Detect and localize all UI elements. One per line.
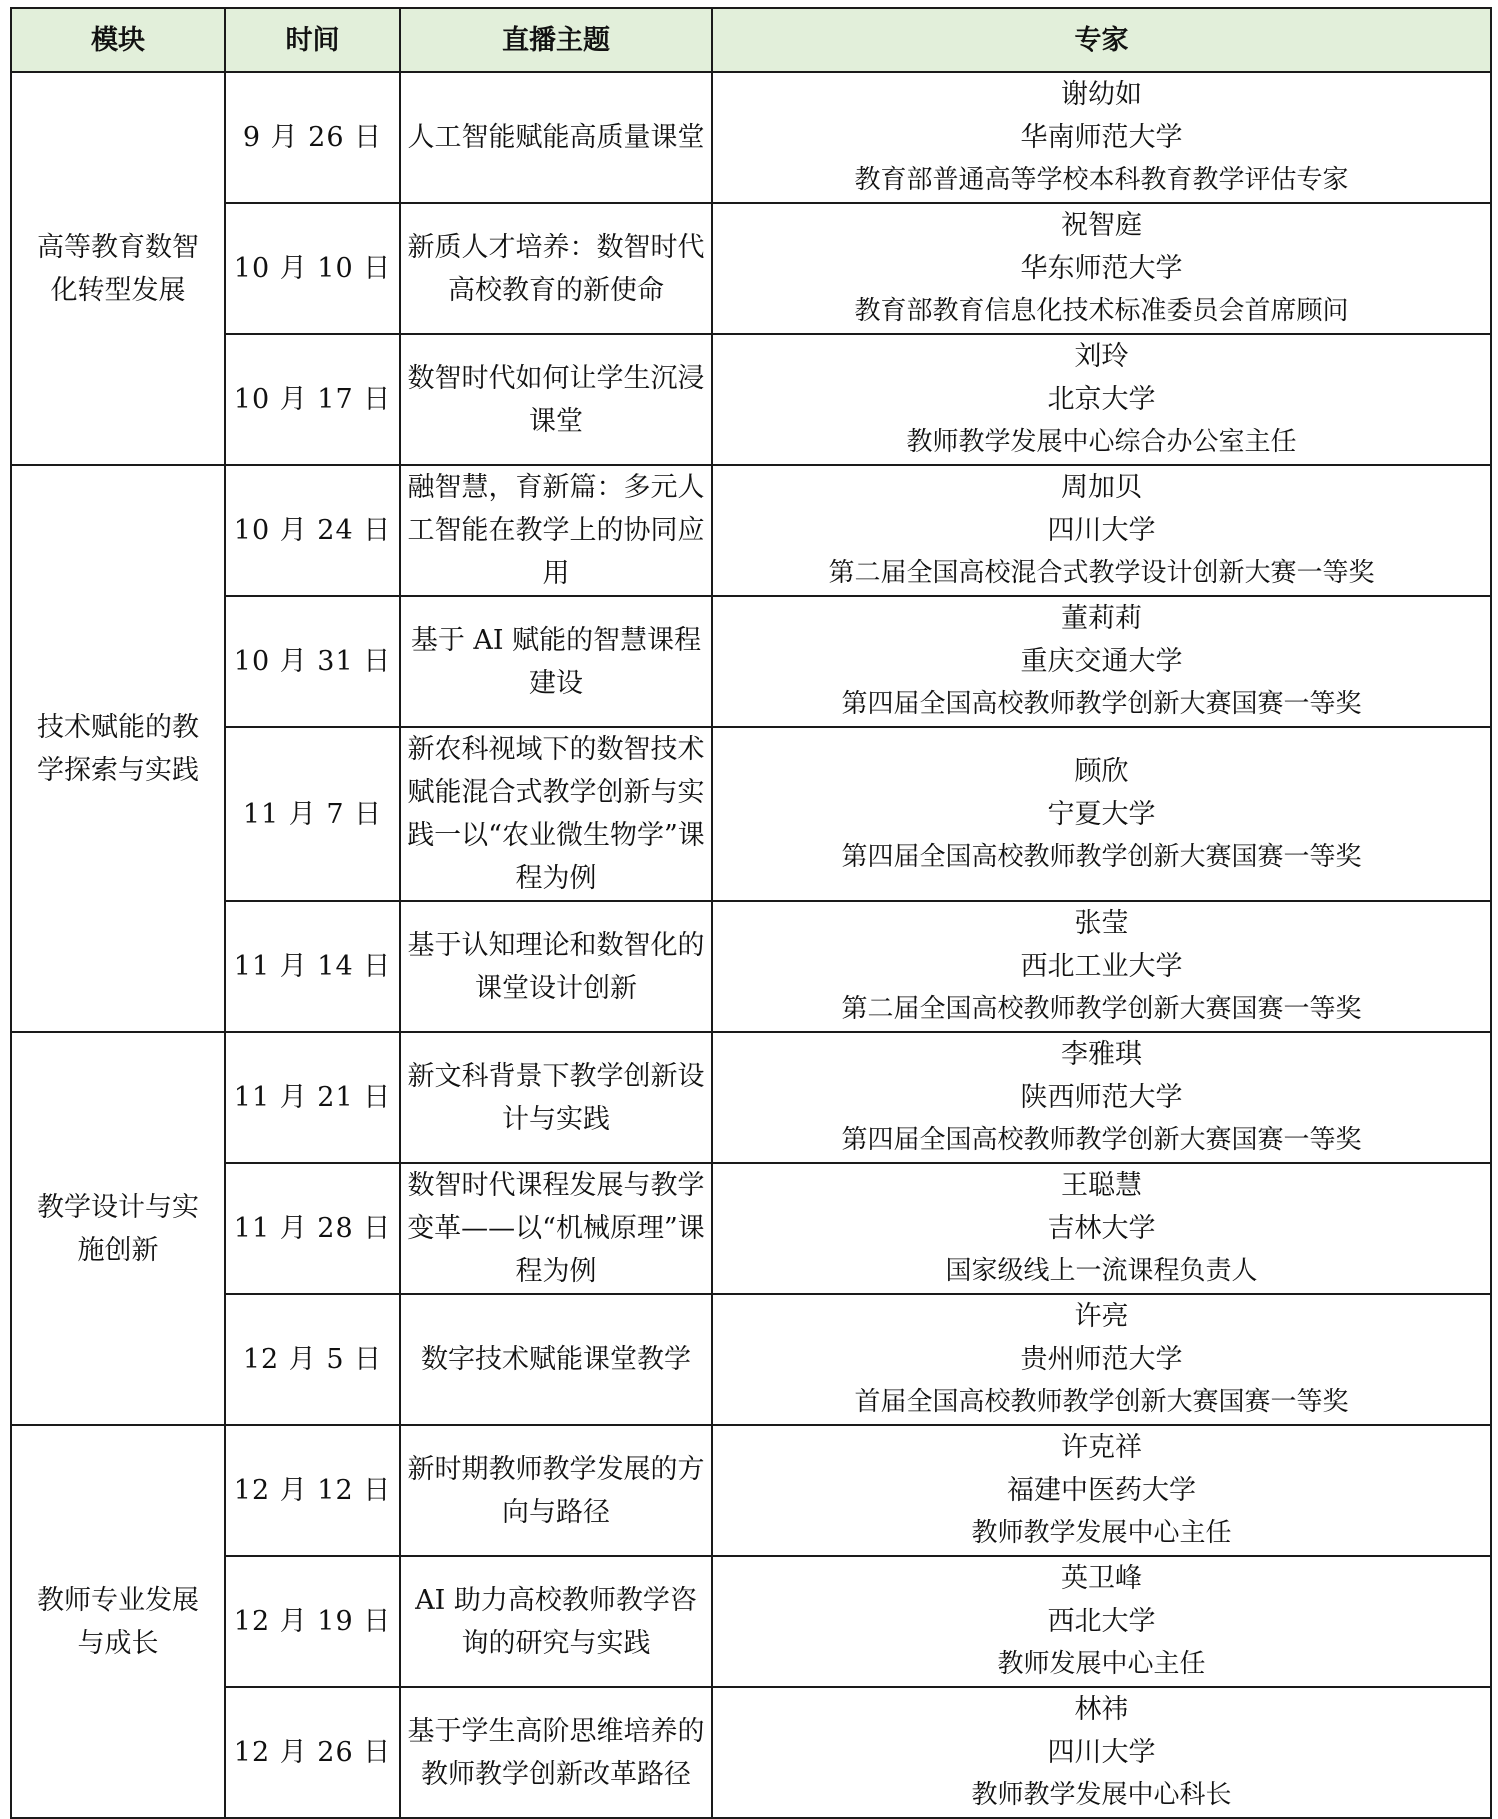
- expert-org: 重庆交通大学: [1020, 646, 1183, 677]
- expert-org: 华南师范大学: [1020, 122, 1183, 153]
- topic-cell: 数字技术赋能课堂教学: [400, 1294, 712, 1425]
- expert-title: 第四届全国高校教师教学创新大赛国赛一等奖: [841, 841, 1362, 872]
- date-cell: 10 月 24 日: [225, 465, 400, 596]
- table-header: [11, 8, 1491, 72]
- header-module: 模块: [11, 8, 225, 72]
- expert-title: 教育部普通高等学校本科教育教学评估专家: [854, 165, 1349, 195]
- topic-cell: 基于 AI 赋能的智慧课程建设: [400, 596, 712, 727]
- date-cell: 12 月 19 日: [225, 1556, 400, 1687]
- expert-name: 英卫峰: [1061, 1563, 1142, 1594]
- table-row: [11, 1032, 1491, 1163]
- topic-cell: 新文科背景下教学创新设计与实践: [400, 1032, 712, 1163]
- expert-name: 刘玲: [1074, 341, 1129, 372]
- expert-name: 祝智庭: [1061, 210, 1142, 241]
- date-cell: 12 月 5 日: [225, 1294, 400, 1425]
- expert-name: 谢幼如: [1061, 79, 1142, 110]
- expert-name: 李雅琪: [1061, 1039, 1142, 1070]
- expert-title: 第二届全国高校教师教学创新大赛国赛一等奖: [841, 994, 1362, 1024]
- expert-cell: [712, 727, 1491, 901]
- expert-title: 教师教学发展中心主任: [971, 1518, 1232, 1548]
- table-row: [11, 1556, 1491, 1687]
- expert-title: 国家级线上一流课程负责人: [945, 1256, 1258, 1286]
- expert-cell: [712, 334, 1491, 465]
- expert-cell: [712, 465, 1491, 596]
- expert-cell: [712, 203, 1491, 334]
- header-time: 时间: [225, 8, 400, 72]
- expert-cell: [712, 1556, 1491, 1687]
- table-body: [11, 72, 1491, 1818]
- table-row: [11, 334, 1491, 465]
- expert-org: 宁夏大学: [1047, 798, 1156, 830]
- date-cell: 10 月 17 日: [225, 334, 400, 465]
- expert-title: 第四届全国高校教师教学创新大赛国赛一等奖: [841, 1125, 1362, 1155]
- expert-org: 西北大学: [1047, 1606, 1156, 1637]
- topic-cell: 融智慧，育新篇：多元人工智能在教学上的协同应用: [400, 465, 712, 596]
- table-row: [11, 727, 1491, 901]
- expert-title: 第四届全国高校教师教学创新大赛国赛一等奖: [841, 689, 1362, 719]
- expert-cell: [712, 72, 1491, 203]
- expert-name: 王聪慧: [1061, 1170, 1142, 1201]
- topic-cell: 新质人才培养：数智时代高校教育的新使命: [400, 203, 712, 334]
- table-row: [11, 465, 1491, 596]
- expert-org: 四川大学: [1047, 1737, 1156, 1768]
- header-topic: 直播主题: [400, 8, 712, 72]
- topic-cell: 人工智能赋能高质量课堂: [400, 72, 712, 203]
- date-cell: 11 月 14 日: [225, 901, 400, 1032]
- expert-name: 许克祥: [1061, 1432, 1142, 1463]
- expert-org: 吉林大学: [1047, 1213, 1156, 1244]
- module-cell: 教师专业发展与成长: [11, 1425, 225, 1818]
- expert-cell: [712, 1425, 1491, 1556]
- date-cell: 11 月 21 日: [225, 1032, 400, 1163]
- expert-org: 陕西师范大学: [1020, 1082, 1183, 1113]
- date-cell: 12 月 12 日: [225, 1425, 400, 1556]
- schedule-table: [10, 7, 1492, 1819]
- expert-title: 教师教学发展中心科长: [971, 1780, 1232, 1810]
- expert-cell: [712, 1163, 1491, 1294]
- date-cell: 12 月 26 日: [225, 1687, 400, 1818]
- expert-title: 教育部教育信息化技术标准委员会首席顾问: [854, 296, 1349, 326]
- expert-name: 林祎: [1074, 1694, 1129, 1725]
- expert-cell: [712, 1032, 1491, 1163]
- table-row: [11, 1294, 1491, 1425]
- expert-org: 福建中医药大学: [1007, 1475, 1196, 1506]
- table-row: [11, 1163, 1491, 1294]
- expert-title: 第二届全国高校混合式教学设计创新大赛一等奖: [828, 558, 1375, 588]
- table-row: [11, 72, 1491, 203]
- table-row: [11, 203, 1491, 334]
- expert-cell: [712, 1294, 1491, 1425]
- expert-name: 顾欣: [1074, 755, 1129, 787]
- expert-org: 四川大学: [1047, 515, 1156, 546]
- date-cell: 11 月 28 日: [225, 1163, 400, 1294]
- header-row: [11, 8, 1491, 72]
- expert-name: 董莉莉: [1061, 603, 1142, 634]
- date-cell: 9 月 26 日: [225, 72, 400, 203]
- table-row: [11, 1425, 1491, 1556]
- expert-cell: [712, 1687, 1491, 1818]
- expert-org: 西北工业大学: [1020, 951, 1183, 982]
- expert-cell: [712, 901, 1491, 1032]
- date-cell: 10 月 31 日: [225, 596, 400, 727]
- topic-cell: 数智时代如何让学生沉浸课堂: [400, 334, 712, 465]
- topic-cell: AI 助力高校教师教学咨询的研究与实践: [400, 1556, 712, 1687]
- topic-cell: 新时期教师教学发展的方向与路径: [400, 1425, 712, 1556]
- topic-cell: 基于认知理论和数智化的课堂设计创新: [400, 901, 712, 1032]
- table-row: [11, 596, 1491, 727]
- date-cell: 10 月 10 日: [225, 203, 400, 334]
- expert-org: 贵州师范大学: [1020, 1344, 1183, 1375]
- topic-cell: 数智时代课程发展与教学变革——以“机械原理”课程为例: [400, 1163, 712, 1294]
- date-cell: 11 月 7 日: [225, 727, 400, 901]
- topic-cell: 基于学生高阶思维培养的教师教学创新改革路径: [400, 1687, 712, 1818]
- module-cell: 教学设计与实施创新: [11, 1032, 225, 1425]
- module-cell: 高等教育数智化转型发展: [11, 72, 225, 465]
- expert-name: 周加贝: [1061, 472, 1142, 503]
- expert-org: 北京大学: [1047, 384, 1156, 415]
- expert-org: 华东师范大学: [1020, 253, 1183, 284]
- table-row: [11, 901, 1491, 1032]
- expert-title: 教师发展中心主任: [997, 1649, 1206, 1679]
- expert-name: 张莹: [1074, 908, 1129, 939]
- header-expert: 专家: [712, 8, 1491, 72]
- module-cell: 技术赋能的教学探索与实践: [11, 465, 225, 1032]
- expert-name: 许亮: [1074, 1301, 1129, 1332]
- expert-title: 教师教学发展中心综合办公室主任: [906, 427, 1297, 457]
- expert-cell: [712, 596, 1491, 727]
- expert-title: 首届全国高校教师教学创新大赛国赛一等奖: [854, 1387, 1349, 1417]
- table-row: [11, 1687, 1491, 1818]
- topic-cell: 新农科视域下的数智技术赋能混合式教学创新与实践一以“农业微生物学”课程为例: [400, 727, 712, 901]
